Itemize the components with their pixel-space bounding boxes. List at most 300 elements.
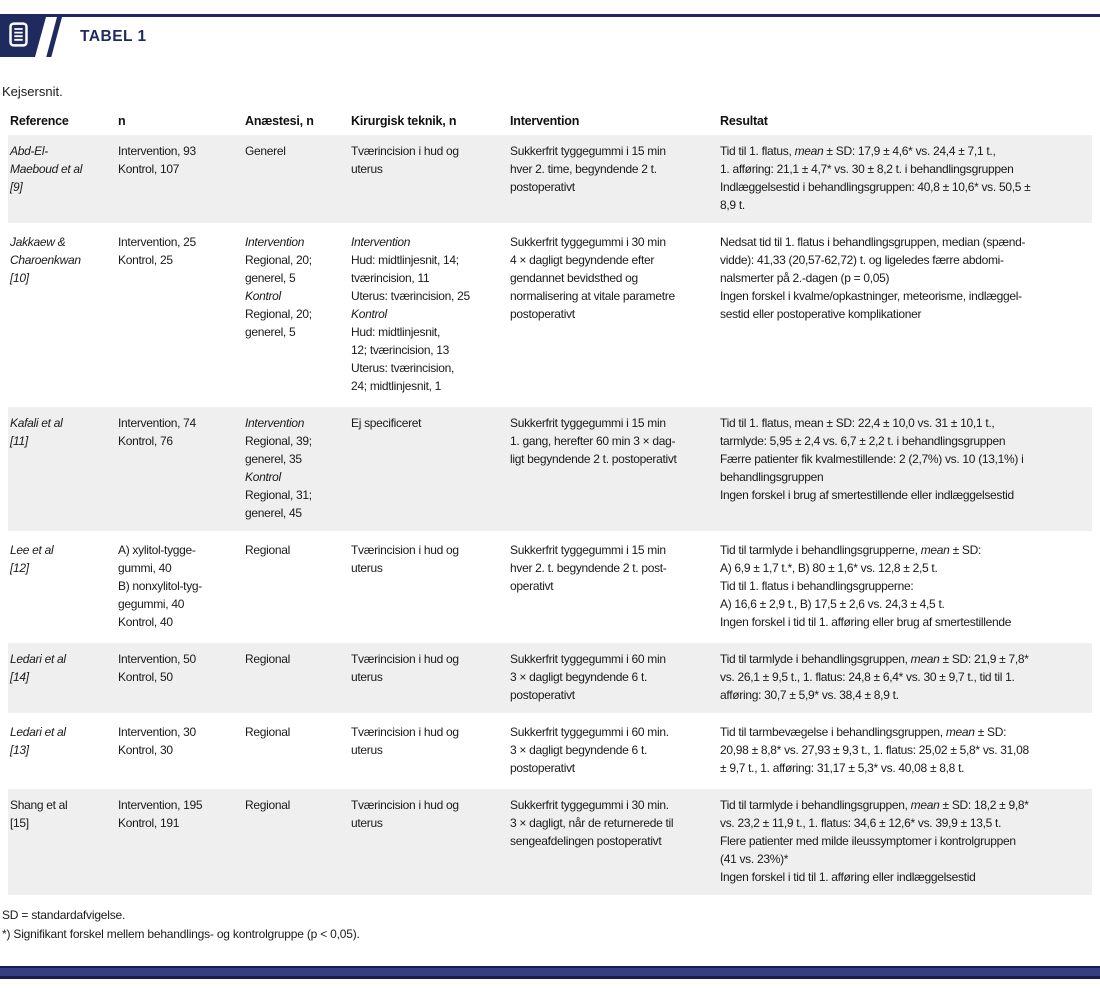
- cell-text: Sukkerfrit tyggegummi i 60 min.: [510, 725, 669, 739]
- cell-line: [720, 741, 1080, 759]
- cell-text: Regional: [245, 652, 290, 666]
- cell-line: [245, 450, 337, 468]
- cell-line: [10, 541, 104, 559]
- cell-text: Sukkerfrit tyggegummi i 30 min: [510, 235, 666, 249]
- badge-stripe: [46, 17, 62, 57]
- cell-line: [510, 668, 706, 686]
- cell-line: [720, 650, 1080, 668]
- cell-text: A) xylitol-tygge-: [118, 543, 196, 557]
- column-header: Intervention: [510, 114, 580, 128]
- cell-text: Regional, 31;: [245, 488, 312, 502]
- cell-line: [10, 741, 104, 759]
- cell-line: [10, 796, 104, 814]
- cell-line: [245, 233, 337, 251]
- table-header-row: [8, 114, 1092, 135]
- table-body: [8, 135, 1092, 897]
- table-cell: [508, 642, 718, 715]
- cell-text: behandlingsgruppen: [720, 470, 824, 484]
- cell-text: Tid til tarmlyde i behandlingsgrupperne,: [720, 543, 921, 557]
- cell-line: [351, 796, 496, 814]
- cell-text: Uterus: tværincision,: [351, 361, 455, 375]
- cell-line: [720, 233, 1080, 251]
- table-cell: [508, 715, 718, 788]
- column-header: n: [118, 114, 126, 128]
- cell-text: [11]: [10, 434, 28, 448]
- cell-line: [351, 287, 496, 305]
- cell-line: [510, 723, 706, 741]
- table-cell: [243, 642, 349, 715]
- table-cell: [8, 406, 116, 533]
- cell-text: Intervention, 74: [118, 416, 196, 430]
- cell-text: 20,98 ± 8,8* vs. 27,93 ± 9,3 t., 1. flatus: 25,02 ± 5,8* vs. 31,08: [720, 743, 1029, 757]
- cell-text: Ej specificeret: [351, 416, 422, 430]
- study-table: [8, 114, 1092, 898]
- table-row: [8, 533, 1092, 642]
- cell-line: [510, 650, 706, 668]
- cell-text: Kontrol, 50: [118, 670, 173, 684]
- cell-text: tværincision, 11: [351, 271, 430, 285]
- cell-line: [510, 287, 706, 305]
- cell-text: 3 × dagligt begyndende 6 t.: [510, 743, 648, 757]
- cell-text: 3 × dagligt begyndende 6 t.: [510, 670, 648, 684]
- cell-text: mean: [945, 725, 975, 739]
- cell-text: Regional: [245, 543, 290, 557]
- cell-text: Generel: [245, 144, 286, 158]
- cell-line: [510, 251, 706, 269]
- cell-text: Charoenkwan: [10, 253, 81, 267]
- cell-text: Tværincision i hud og: [351, 144, 459, 158]
- cell-text: vs. 23,2 ± 11,9 t., 1. flatus: 34,6 ± 12,6* vs. 39,9 ± 13,5 t.: [720, 816, 1002, 830]
- cell-line: [118, 668, 231, 686]
- cell-text: Tværincision i hud og: [351, 798, 459, 812]
- table-row: [8, 642, 1092, 715]
- footnote-significance: *) Signifikant forskel mellem behandlings- og kontrolgruppe (p < 0,05).: [2, 927, 360, 941]
- cell-text: Abd-El-: [10, 144, 48, 158]
- cell-line: [720, 832, 1080, 850]
- column-header: Kirurgisk teknik, n: [351, 114, 457, 128]
- cell-line: [118, 432, 231, 450]
- cell-line: [720, 287, 1080, 305]
- cell-line: [245, 541, 337, 559]
- cell-text: Sukkerfrit tyggegummi i 15 min: [510, 144, 666, 158]
- table-cell: [8, 642, 116, 715]
- table-subtitle: Kejsersnit.: [2, 84, 63, 99]
- cell-line: [351, 541, 496, 559]
- cell-text: Kontrol: [245, 470, 281, 484]
- cell-line: [10, 559, 104, 577]
- cell-line: [510, 160, 706, 178]
- cell-text: Kontrol, 30: [118, 743, 173, 757]
- cell-line: [510, 432, 706, 450]
- cell-text: Ledari et al: [10, 725, 66, 739]
- footnote-sd: SD = standardafvigelse.: [2, 908, 126, 922]
- cell-text: generel, 45: [245, 506, 302, 520]
- cell-line: [720, 850, 1080, 868]
- cell-text: [13]: [10, 743, 29, 757]
- cell-text: Maeboud et al: [10, 162, 83, 176]
- cell-line: [10, 814, 104, 832]
- cell-line: [245, 432, 337, 450]
- cell-text: gendannet bevidsthed og: [510, 271, 638, 285]
- table-cell: [8, 533, 116, 642]
- cell-text: vidde): 41,33 (20,57-62,72) t. og ligeledes færre abdomi-: [720, 253, 1004, 267]
- cell-line: [720, 723, 1080, 741]
- table-cell: [349, 406, 508, 533]
- cell-text: mean: [794, 144, 824, 158]
- cell-line: [720, 613, 1080, 631]
- column-header: Resultat: [720, 114, 768, 128]
- cell-line: [118, 595, 231, 613]
- cell-text: Sukkerfrit tyggegummi i 60 min: [510, 652, 666, 666]
- table-cell: [243, 225, 349, 406]
- cell-line: [510, 142, 706, 160]
- bottom-rule: [0, 966, 1100, 979]
- table-cell: [508, 533, 718, 642]
- cell-text: Tværincision i hud og: [351, 652, 459, 666]
- cell-line: [510, 577, 706, 595]
- cell-line: [245, 323, 337, 341]
- cell-text: Intervention, 30: [118, 725, 196, 739]
- cell-text: sengeafdelingen postoperativt: [510, 834, 662, 848]
- cell-text: Tid til tarmlyde i behandlingsgruppen,: [720, 652, 911, 666]
- cell-text: nalsmerter på 2.-dagen (p = 0,05): [720, 271, 890, 285]
- document-icon: [0, 22, 28, 52]
- cell-text: Intervention, 50: [118, 652, 196, 666]
- table-row: [8, 406, 1092, 533]
- table-cell: [349, 225, 508, 406]
- table-cell: [349, 533, 508, 642]
- cell-line: [118, 160, 231, 178]
- cell-text: Sukkerfrit tyggegummi i 15 min: [510, 543, 666, 557]
- cell-text: vs. 26,1 ± 9,5 t., 1. flatus: 24,8 ± 6,4* vs. 30 ± 9,7 t., tid til 1.: [720, 670, 1015, 684]
- cell-text: Regional, 20;: [245, 253, 312, 267]
- cell-line: [245, 414, 337, 432]
- cell-line: [118, 414, 231, 432]
- cell-line: [10, 251, 104, 269]
- cell-text: Tværincision i hud og: [351, 725, 459, 739]
- cell-text: Ingen forskel i kvalme/opkastninger, meteorisme, indlæggel-: [720, 289, 1022, 303]
- cell-text: hver 2. time, begyndende 2 t.: [510, 162, 657, 176]
- table-cell: [116, 533, 243, 642]
- cell-text: Flere patienter med milde ileussymptomer i kontrolgruppen: [720, 834, 1016, 848]
- cell-line: [720, 595, 1080, 613]
- cell-line: [510, 796, 706, 814]
- cell-text: 1. afføring: 21,1 ± 4,7* vs. 30 ± 8,2 t. i behandlingsgruppen: [720, 162, 1014, 176]
- cell-line: [720, 178, 1080, 196]
- cell-line: [351, 668, 496, 686]
- cell-line: [510, 814, 706, 832]
- cell-text: Kontrol, 76: [118, 434, 173, 448]
- table-cell: [243, 788, 349, 897]
- cell-line: [510, 178, 706, 196]
- cell-text: Kontrol, 107: [118, 162, 180, 176]
- cell-line: [351, 359, 496, 377]
- cell-text: Hud: midtlinjesnit, 14;: [351, 253, 459, 267]
- cell-text: ± 9,7 t., 1. afføring: 31,17 ± 5,3* vs. 40,08 ± 8,8 t.: [720, 761, 965, 775]
- cell-line: [245, 723, 337, 741]
- cell-text: Kontrol: [351, 307, 387, 321]
- cell-line: [245, 287, 337, 305]
- cell-line: [10, 178, 104, 196]
- cell-text: 1. gang, herefter 60 min 3 × dag-: [510, 434, 676, 448]
- cell-text: ± SD: 17,9 ± 4,6* vs. 24,4 ± 7,1 t.,: [823, 144, 996, 158]
- cell-text: [14]: [10, 670, 29, 684]
- cell-text: 12; tværincision, 13: [351, 343, 450, 357]
- cell-line: [10, 723, 104, 741]
- table-cell: [8, 135, 116, 225]
- cell-text: Intervention: [245, 235, 305, 249]
- cell-text: Ingen forskel i brug af smertestillende eller indlæggelsestid: [720, 488, 1014, 502]
- cell-line: [510, 414, 706, 432]
- table-header-band: [0, 17, 1100, 57]
- table-cell: [8, 788, 116, 897]
- table-row: [8, 225, 1092, 406]
- table-cell: [718, 406, 1092, 533]
- cell-line: [351, 814, 496, 832]
- cell-text: 3 × dagligt, når de returnerede til: [510, 816, 674, 830]
- cell-line: [510, 450, 706, 468]
- cell-text: postoperativt: [510, 307, 575, 321]
- cell-text: 24; midtlinjesnit, 1: [351, 379, 442, 393]
- cell-text: Ingen forskel i tid til 1. afføring eller brug af smertestillende: [720, 615, 1012, 629]
- cell-line: [720, 160, 1080, 178]
- cell-line: [245, 650, 337, 668]
- cell-line: [510, 759, 706, 777]
- cell-line: [10, 432, 104, 450]
- table-cell: [243, 406, 349, 533]
- cell-line: [118, 741, 231, 759]
- cell-line: [118, 142, 231, 160]
- table-cell: [8, 225, 116, 406]
- table-row: [8, 715, 1092, 788]
- cell-text: Regional: [245, 798, 290, 812]
- table-cell: [718, 642, 1092, 715]
- cell-text: operativt: [510, 579, 554, 593]
- cell-text: postoperativt: [510, 761, 575, 775]
- cell-line: [510, 832, 706, 850]
- cell-line: [351, 323, 496, 341]
- cell-text: gegummi, 40: [118, 597, 185, 611]
- cell-text: Tid til 1. flatus, mean ± SD: 22,4 ± 10,0 vs. 31 ± 10,1 t.,: [720, 416, 995, 430]
- cell-text: Kafali et al: [10, 416, 63, 430]
- table-cell: [116, 642, 243, 715]
- cell-text: ± SD: 21,9 ± 7,8*: [939, 652, 1029, 666]
- cell-line: [351, 305, 496, 323]
- table-tag-label: TABEL 1: [80, 28, 147, 45]
- cell-text: postoperativt: [510, 688, 575, 702]
- cell-line: [351, 269, 496, 287]
- cell-line: [118, 559, 231, 577]
- cell-text: Kontrol, 40: [118, 615, 173, 629]
- table-cell: [349, 715, 508, 788]
- cell-line: [245, 486, 337, 504]
- cell-text: Indlæggelsestid i behandlingsgruppen: 40,8 ± 10,6* vs. 50,5 ±: [720, 180, 1031, 194]
- cell-line: [510, 305, 706, 323]
- cell-line: [720, 541, 1080, 559]
- cell-text: uterus: [351, 816, 383, 830]
- cell-text: mean: [910, 798, 940, 812]
- table-cell: [349, 642, 508, 715]
- cell-line: [10, 269, 104, 287]
- cell-line: [720, 559, 1080, 577]
- cell-line: [351, 233, 496, 251]
- cell-line: [720, 577, 1080, 595]
- cell-text: Intervention, 195: [118, 798, 203, 812]
- cell-line: [720, 305, 1080, 323]
- table-cell: [8, 715, 116, 788]
- table-cell: [718, 715, 1092, 788]
- cell-line: [720, 686, 1080, 704]
- table-cell: [508, 135, 718, 225]
- cell-text: generel, 35: [245, 452, 302, 466]
- cell-text: ± SD:: [974, 725, 1007, 739]
- cell-text: Tid til tarmbevægelse i behandlingsgruppen,: [720, 725, 946, 739]
- cell-text: Sukkerfrit tyggegummi i 15 min: [510, 416, 666, 430]
- table-cell: [508, 788, 718, 897]
- table-cell: [718, 788, 1092, 897]
- cell-text: Færre patienter fik kvalmestillende: 2 (2,7%) vs. 10 (13,1%) i: [720, 452, 1024, 466]
- cell-line: [720, 868, 1080, 886]
- cell-line: [245, 796, 337, 814]
- cell-line: [720, 432, 1080, 450]
- table-cell: [718, 135, 1092, 225]
- cell-line: [351, 377, 496, 395]
- cell-text: mean: [920, 543, 950, 557]
- cell-text: Ingen forskel i tid til 1. afføring eller indlæggelsestid: [720, 870, 976, 884]
- cell-line: [720, 251, 1080, 269]
- table-row: [8, 135, 1092, 225]
- cell-text: ligt begyndende 2 t. postoperativt: [510, 452, 677, 466]
- cell-text: Nedsat tid til 1. flatus i behandlingsgruppen, median (spænd-: [720, 235, 1026, 249]
- cell-text: [9]: [10, 180, 23, 194]
- cell-line: [351, 142, 496, 160]
- cell-text: (41 vs. 23%)*: [720, 852, 789, 866]
- cell-line: [720, 414, 1080, 432]
- cell-line: [720, 269, 1080, 287]
- cell-line: [351, 559, 496, 577]
- cell-text: Hud: midtlinjesnit,: [351, 325, 441, 339]
- cell-line: [245, 251, 337, 269]
- cell-text: generel, 5: [245, 271, 296, 285]
- table-cell: [116, 715, 243, 788]
- cell-text: Regional, 20;: [245, 307, 312, 321]
- cell-text: ± SD:: [949, 543, 982, 557]
- cell-text: Jakkaew &: [10, 235, 66, 249]
- cell-text: postoperativt: [510, 180, 575, 194]
- cell-text: hver 2. t. begyndende 2 t. post-: [510, 561, 667, 575]
- table-cell: [508, 406, 718, 533]
- cell-line: [510, 269, 706, 287]
- table-cell: [243, 135, 349, 225]
- cell-line: [245, 142, 337, 160]
- cell-line: [720, 142, 1080, 160]
- cell-text: Tid til 1. flatus i behandlingsgrupperne:: [720, 579, 914, 593]
- cell-line: [118, 613, 231, 631]
- cell-line: [118, 577, 231, 595]
- cell-text: Intervention: [245, 416, 305, 430]
- cell-text: Shang et al: [10, 798, 68, 812]
- cell-line: [10, 650, 104, 668]
- table-cell: [349, 788, 508, 897]
- cell-line: [118, 541, 231, 559]
- cell-text: Uterus: tværincision, 25: [351, 289, 470, 303]
- cell-line: [245, 504, 337, 522]
- footnotes: [2, 906, 1100, 944]
- cell-text: sestid eller postoperative komplikationer: [720, 307, 922, 321]
- cell-line: [245, 305, 337, 323]
- cell-text: uterus: [351, 162, 383, 176]
- cell-text: Regional, 39;: [245, 434, 312, 448]
- cell-line: [720, 814, 1080, 832]
- cell-text: A) 16,6 ± 2,9 t., B) 17,5 ± 2,6 vs. 24,3 ± 4,5 t.: [720, 597, 945, 611]
- cell-text: [12]: [10, 561, 29, 575]
- cell-text: Intervention, 25: [118, 235, 196, 249]
- cell-text: 8,9 t.: [720, 198, 745, 212]
- cell-line: [118, 723, 231, 741]
- cell-line: [720, 196, 1080, 214]
- cell-text: Tid til 1. flatus,: [720, 144, 795, 158]
- cell-line: [720, 450, 1080, 468]
- cell-line: [510, 233, 706, 251]
- table-cell: [349, 135, 508, 225]
- cell-text: generel, 5: [245, 325, 296, 339]
- table-cell: [243, 533, 349, 642]
- cell-text: Tværincision i hud og: [351, 543, 459, 557]
- cell-text: uterus: [351, 670, 383, 684]
- cell-line: [351, 741, 496, 759]
- table-cell: [243, 715, 349, 788]
- cell-text: B) nonxylitol-tyg-: [118, 579, 202, 593]
- table-cell: [718, 225, 1092, 406]
- cell-line: [351, 650, 496, 668]
- cell-text: Kontrol, 191: [118, 816, 180, 830]
- cell-text: Kontrol: [245, 289, 281, 303]
- cell-text: Sukkerfrit tyggegummi i 30 min.: [510, 798, 669, 812]
- cell-line: [510, 741, 706, 759]
- cell-text: gummi, 40: [118, 561, 172, 575]
- cell-line: [720, 796, 1080, 814]
- cell-line: [118, 233, 231, 251]
- cell-line: [720, 668, 1080, 686]
- table-cell: [116, 135, 243, 225]
- cell-text: [15]: [10, 816, 29, 830]
- table-cell: [718, 533, 1092, 642]
- cell-line: [10, 160, 104, 178]
- cell-line: [10, 142, 104, 160]
- cell-line: [351, 160, 496, 178]
- cell-line: [245, 468, 337, 486]
- cell-text: ± SD: 18,2 ± 9,8*: [939, 798, 1029, 812]
- table-cell: [116, 406, 243, 533]
- cell-text: A) 6,9 ± 1,7 t.*, B) 80 ± 1,6* vs. 12,8 ± 2,5 t.: [720, 561, 938, 575]
- cell-line: [351, 251, 496, 269]
- cell-line: [720, 486, 1080, 504]
- column-header: Reference: [10, 114, 69, 128]
- cell-text: uterus: [351, 743, 383, 757]
- cell-text: Lee et al: [10, 543, 54, 557]
- cell-line: [10, 233, 104, 251]
- cell-line: [510, 541, 706, 559]
- cell-text: mean: [910, 652, 940, 666]
- cell-text: 4 × dagligt begyndende efter: [510, 253, 655, 267]
- cell-line: [245, 269, 337, 287]
- cell-line: [720, 759, 1080, 777]
- table-cell: [116, 788, 243, 897]
- cell-line: [118, 650, 231, 668]
- cell-line: [118, 814, 231, 832]
- cell-text: Ledari et al: [10, 652, 66, 666]
- cell-line: [10, 414, 104, 432]
